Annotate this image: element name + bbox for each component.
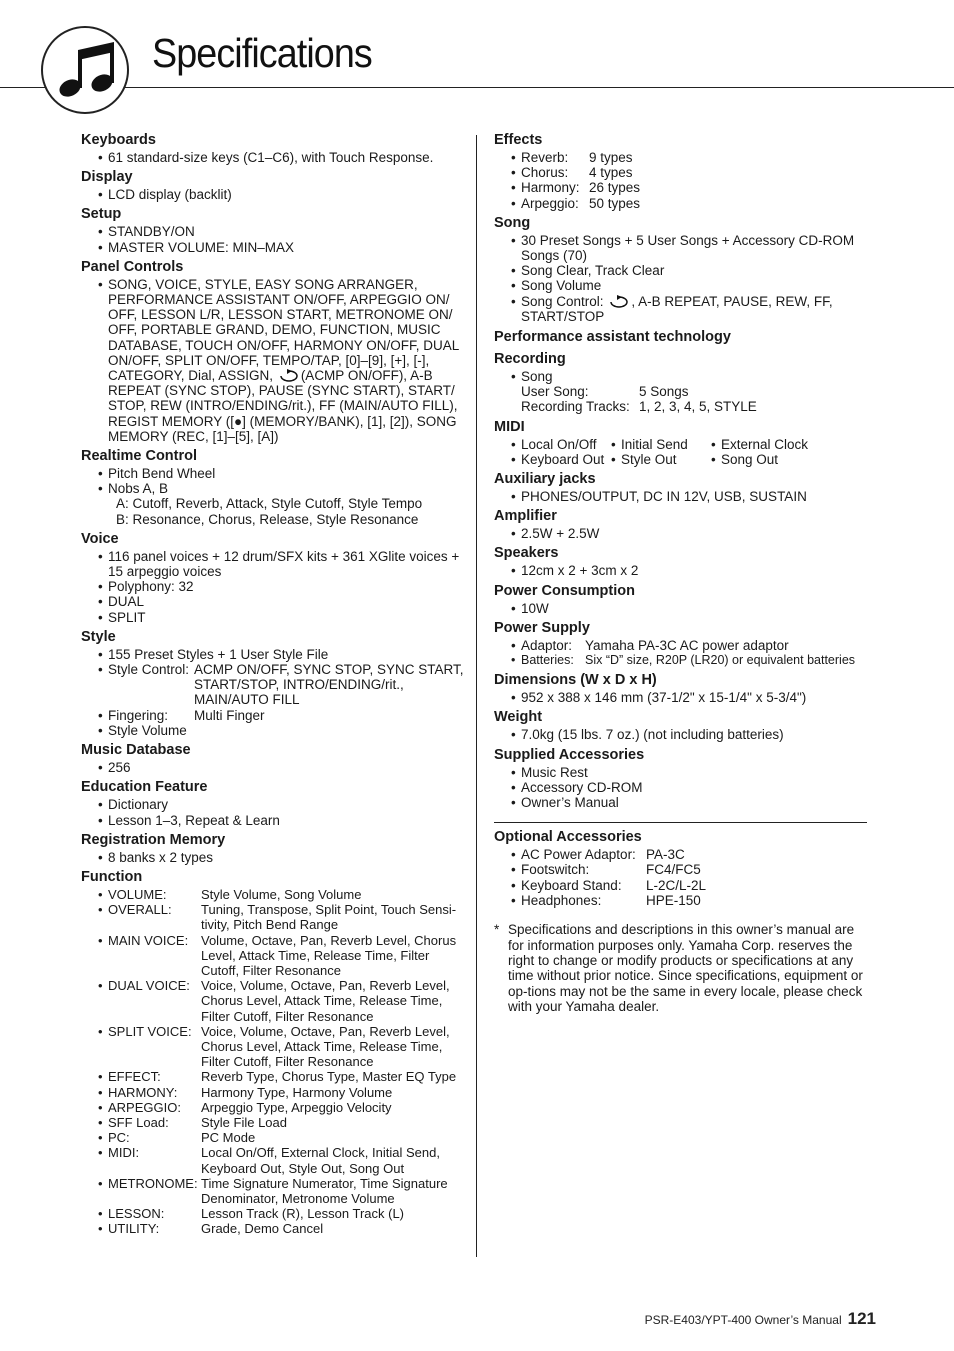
song-control-label: Song Control: xyxy=(521,293,608,309)
function-row xyxy=(98,1176,466,1206)
list-item xyxy=(511,294,872,324)
section-title: Panel Controls xyxy=(81,258,184,275)
section-power-supply xyxy=(494,620,872,668)
function-key: • UTILITY: xyxy=(108,1221,160,1237)
item-key: • Keyboard Stand: xyxy=(521,877,622,893)
midi-item: • External Clock xyxy=(711,437,841,452)
column-divider xyxy=(476,135,477,1257)
midi-item: • Initial Send xyxy=(611,437,711,452)
list-item xyxy=(511,878,872,893)
function-key: • MAIN VOICE: xyxy=(108,932,189,948)
function-key: • HARMONY: xyxy=(108,1084,178,1100)
section-title: Recording xyxy=(494,351,566,368)
section-power-consumption xyxy=(494,583,872,616)
midi-item: • Style Out xyxy=(611,452,711,467)
function-row xyxy=(98,1069,466,1084)
item-key: • Reverb: xyxy=(521,150,569,165)
section-setup xyxy=(81,206,466,254)
midi-item: • Keyboard Out xyxy=(511,452,611,467)
section-registration-memory xyxy=(81,832,466,865)
list-item: • DUAL xyxy=(98,594,466,609)
sub-item xyxy=(511,399,872,414)
section-supplied-accessories xyxy=(494,747,872,811)
section-title: Registration Memory xyxy=(81,831,226,848)
list-item: • 2.5W + 2.5W xyxy=(511,526,872,541)
function-row xyxy=(98,887,466,902)
item-key: • Batteries: xyxy=(521,653,574,668)
panel-controls-text-b: (ACMP ON/OFF), A-B REPEAT (SYNC STOP), PAUSE (SYNC START), START/ STOP, REW (INTRO/ENDING/rit.), FF (MAIN/AUTO FILL), REGIST MEMORY ([●] (MEMORY/BANK), [1], [2]), SONG MEMORY (REC, [1]–[5], [A]) xyxy=(108,368,458,444)
panel-controls-text-a: SONG, VOICE, STYLE, EASY SONG ARRANGER, PERFORMANCE ASSISTANT ON/OFF, ARPEGGIO ON/ OFF, LESSON L/R, LESSON START, METRONOME ON/ OFF, PORTABLE GRAND, DEMO, FUNCTION, MUSIC DATABASE, TOUCH ON/OFF, HARMONY ON/OFF, DUAL ON/OFF, SPLIT ON/OFF, TEMPO/TAP, [0]–[9], [+], [-], CATEGORY, Dial, ASSIGN, xyxy=(108,276,459,384)
function-key: • SPLIT VOICE: xyxy=(108,1023,192,1039)
item-value: 5 Songs xyxy=(639,384,689,400)
function-row xyxy=(98,1024,466,1070)
item-key: User Song: xyxy=(521,384,589,400)
list-item xyxy=(511,180,872,195)
section-education-feature xyxy=(81,779,466,827)
list-item: • 952 x 388 x 146 mm (37-1/2" x 15-1/4" x 5-3/4") xyxy=(511,690,872,705)
music-note-icon xyxy=(41,26,129,114)
section-display xyxy=(81,169,466,202)
item-value: ACMP ON/OFF, SYNC STOP, SYNC START, START/STOP, INTRO/ENDING/rit., MAIN/AUTO FILL xyxy=(194,662,464,708)
section-title: Display xyxy=(81,169,133,186)
list-item: • SPLIT xyxy=(98,610,466,625)
header-rule xyxy=(0,87,954,88)
item-key: Recording Tracks: xyxy=(521,399,630,415)
loop-icon xyxy=(278,369,300,383)
function-key: • LESSON: xyxy=(108,1206,165,1222)
item-value: 9 types xyxy=(589,150,633,165)
function-value: Lesson Track (R), Lesson Track (L) xyxy=(201,1206,405,1222)
left-column xyxy=(81,132,466,1237)
item-value: L-2C/L-2L xyxy=(646,877,707,893)
section-title: Power Consumption xyxy=(494,582,635,599)
list-item: • LCD display (backlit) xyxy=(98,187,466,202)
page-title: Specifications xyxy=(152,30,372,76)
sub-item xyxy=(511,384,872,399)
function-row xyxy=(98,1206,466,1221)
section-title: Style xyxy=(81,628,116,645)
item-key: • Fingering: xyxy=(108,707,169,723)
function-row xyxy=(98,1145,466,1175)
section-dimensions xyxy=(494,672,872,705)
section-speakers xyxy=(494,545,872,578)
function-value: Voice, Volume, Octave, Pan, Reverb Level, Chorus Level, Attack Time, Release Time, Filter Cutoff, Filter Resonance xyxy=(201,1023,450,1070)
list-item: • 30 Preset Songs + 5 User Songs + Accessory CD-ROM Songs (70) xyxy=(511,233,872,263)
function-key: • DUAL VOICE: xyxy=(108,978,190,994)
function-value: Reverb Type, Chorus Type, Master EQ Type xyxy=(201,1069,457,1085)
section-optional-accessories xyxy=(494,829,872,908)
function-row xyxy=(98,902,466,932)
section-panel-controls xyxy=(81,259,466,444)
page-footer xyxy=(645,1309,876,1329)
section-title: Effects xyxy=(494,132,543,148)
item-value: 26 types xyxy=(589,180,641,196)
item-key: • Footswitch: xyxy=(521,862,590,878)
section-amplifier xyxy=(494,508,872,541)
section-title: Performance assistant technology xyxy=(494,329,731,346)
right-column xyxy=(494,132,872,1015)
list-item: • Song Clear, Track Clear xyxy=(511,263,872,278)
list-item: • Accessory CD-ROM xyxy=(511,780,872,795)
list-item xyxy=(511,862,872,877)
section-title: Keyboards xyxy=(81,132,156,148)
midi-item: • Local On/Off xyxy=(511,437,611,452)
item-value: PA-3C xyxy=(646,847,685,863)
function-value: Tuning, Transpose, Split Point, Touch Sensi-tivity, Pitch Bend Range xyxy=(201,902,457,933)
section-style xyxy=(81,629,466,738)
section-title: Power Supply xyxy=(494,619,590,636)
list-item: • Music Rest xyxy=(511,765,872,780)
loop-icon xyxy=(608,295,630,309)
section-title: Voice xyxy=(81,530,119,547)
function-row xyxy=(98,1100,466,1115)
function-row xyxy=(98,1115,466,1130)
section-divider xyxy=(494,822,867,823)
function-row xyxy=(98,1085,466,1100)
function-row xyxy=(98,1130,466,1145)
list-item xyxy=(511,653,872,668)
item-key: • Arpeggio: xyxy=(521,195,579,211)
function-key: • METRONOME: xyxy=(108,1175,198,1191)
list-item: • 12cm x 2 + 3cm x 2 xyxy=(511,563,872,578)
section-recording xyxy=(494,351,872,415)
list-item: • 10W xyxy=(511,601,872,616)
item-value: Multi Finger xyxy=(194,707,265,723)
page-number: 121 xyxy=(847,1309,876,1328)
function-value: PC Mode xyxy=(201,1130,256,1146)
list-item: • 61 standard-size keys (C1–C6), with Touch Response. xyxy=(98,150,466,165)
function-value: Style File Load xyxy=(201,1114,287,1130)
manual-name: PSR-E403/YPT-400 Owner’s Manual xyxy=(644,1313,842,1327)
list-item xyxy=(511,196,872,211)
function-value: Volume, Octave, Pan, Reverb Level, Chorus Level, Attack Time, Release Time, Filter Cutoff, Filter Resonance xyxy=(201,932,457,978)
section-keyboards xyxy=(81,132,466,165)
section-title: Realtime Control xyxy=(81,448,198,465)
function-value: Harmony Type, Harmony Volume xyxy=(201,1084,393,1100)
list-item: • Nobs A, B xyxy=(98,481,466,496)
section-weight xyxy=(494,709,872,742)
list-item: • 116 panel voices + 12 drum/SFX kits + 361 XGlite voices + 15 arpeggio voices xyxy=(98,549,466,579)
function-row xyxy=(98,978,466,1024)
function-value: Voice, Volume, Octave, Pan, Reverb Level, Chorus Level, Attack Time, Release Time, Filter Cutoff, Filter Resonance xyxy=(201,978,450,1024)
function-key: • PC: xyxy=(108,1130,130,1146)
function-key: • MIDI: xyxy=(108,1145,140,1161)
section-voice xyxy=(81,531,466,625)
item-value: HPE-150 xyxy=(646,892,701,908)
list-item: • 256 xyxy=(98,760,466,775)
list-item: • Owner’s Manual xyxy=(511,795,872,810)
item-key: • Chorus: xyxy=(521,165,569,181)
list-item: • PHONES/OUTPUT, DC IN 12V, USB, SUSTAIN xyxy=(511,489,872,504)
section-title: Speakers xyxy=(494,545,559,562)
function-key: • VOLUME: xyxy=(108,886,167,902)
section-realtime-control xyxy=(81,448,466,527)
function-list xyxy=(98,887,466,1237)
list-item: • 155 Preset Styles + 1 User Style File xyxy=(98,647,466,662)
function-value: Style Volume, Song Volume xyxy=(201,886,362,902)
item-key: • Style Control: xyxy=(108,662,190,678)
list-item xyxy=(511,638,872,653)
list-item: • 8 banks x 2 types xyxy=(98,850,466,865)
function-row xyxy=(98,1221,466,1236)
list-item: • Polyphony: 32 xyxy=(98,579,466,594)
list-item xyxy=(98,277,466,444)
list-item: • 7.0kg (15 lbs. 7 oz.) (not including batteries) xyxy=(511,727,872,742)
list-item: • MASTER VOLUME: MIN–MAX xyxy=(98,240,466,255)
sub-item: B: Resonance, Chorus, Release, Style Resonance xyxy=(116,511,419,527)
item-value: 4 types xyxy=(589,165,633,181)
function-key: • ARPEGGIO: xyxy=(108,1099,181,1115)
function-value: Time Signature Numerator, Time Signature Denominator, Metronome Volume xyxy=(201,1175,448,1206)
item-value: 1, 2, 3, 4, 5, STYLE xyxy=(639,399,757,415)
list-item: • Song Volume xyxy=(511,278,872,293)
function-key: • EFFECT: xyxy=(108,1069,161,1085)
item-value: Six “D” size, R20P (LR20) or equivalent batteries xyxy=(585,653,856,668)
list-item: • Song xyxy=(511,369,872,384)
function-value: Grade, Demo Cancel xyxy=(201,1221,324,1237)
section-title: Setup xyxy=(81,206,122,223)
section-effects xyxy=(494,132,872,211)
function-value: Local On/Off, External Clock, Initial Send, Keyboard Out, Style Out, Song Out xyxy=(201,1145,440,1176)
sub-item: A: Cutoff, Reverb, Attack, Style Cutoff, Style Tempo xyxy=(116,496,423,512)
function-row xyxy=(98,933,466,979)
section-title: MIDI xyxy=(494,418,525,435)
item-key: • Adaptor: xyxy=(521,637,573,653)
section-song xyxy=(494,215,872,324)
list-item xyxy=(98,662,466,708)
list-item xyxy=(98,708,466,723)
section-title: Function xyxy=(81,868,143,885)
section-title: Optional Accessories xyxy=(494,829,642,846)
song-control-text: , A-B REPEAT, PAUSE, REW, FF, START/STOP xyxy=(521,293,833,324)
midi-item: • Song Out xyxy=(711,452,841,467)
item-key: • Headphones: xyxy=(521,892,602,908)
footnote-marker: * xyxy=(494,922,500,938)
list-item: • Style Volume xyxy=(98,723,466,738)
footnote xyxy=(494,922,872,1014)
section-title: Supplied Accessories xyxy=(494,746,645,763)
item-value: FC4/FC5 xyxy=(646,862,701,878)
section-title: Song xyxy=(494,214,531,231)
section-midi xyxy=(494,419,872,467)
list-item: • Lesson 1–3, Repeat & Learn xyxy=(98,813,466,828)
function-value: Arpeggio Type, Arpeggio Velocity xyxy=(201,1099,392,1115)
list-item: • Dictionary xyxy=(98,797,466,812)
list-item xyxy=(511,165,872,180)
item-value: 50 types xyxy=(589,195,641,211)
section-title: Auxiliary jacks xyxy=(494,471,596,488)
list-item: • STANDBY/ON xyxy=(98,224,466,239)
section-performance-assistant xyxy=(494,329,872,346)
section-title: Music Database xyxy=(81,742,191,759)
section-title: Education Feature xyxy=(81,779,208,796)
section-function xyxy=(81,869,466,1237)
footnote-text: Specifications and descriptions in this owner’s manual are for information purposes only. Yamaha Corp. reserves the right to change or modify products or specifications at any time without prior notice. Since specifications, equipment or op-tions may not be the same in every locale, please check with your Yamaha dealer. xyxy=(508,922,863,1015)
section-title: Amplifier xyxy=(494,508,557,525)
item-value: Yamaha PA-3C AC power adaptor xyxy=(585,637,789,653)
list-item xyxy=(511,847,872,862)
section-auxiliary-jacks xyxy=(494,471,872,504)
function-key: • SFF Load: xyxy=(108,1114,169,1130)
list-item: • Pitch Bend Wheel xyxy=(98,466,466,481)
section-music-database xyxy=(81,742,466,775)
item-key: • AC Power Adaptor: xyxy=(521,847,636,863)
function-key: • OVERALL: xyxy=(108,902,172,918)
section-title: Weight xyxy=(494,709,543,726)
list-item xyxy=(511,893,872,908)
list-item xyxy=(511,150,872,165)
section-title: Dimensions (W x D x H) xyxy=(494,672,657,689)
item-key: • Harmony: xyxy=(521,180,580,196)
